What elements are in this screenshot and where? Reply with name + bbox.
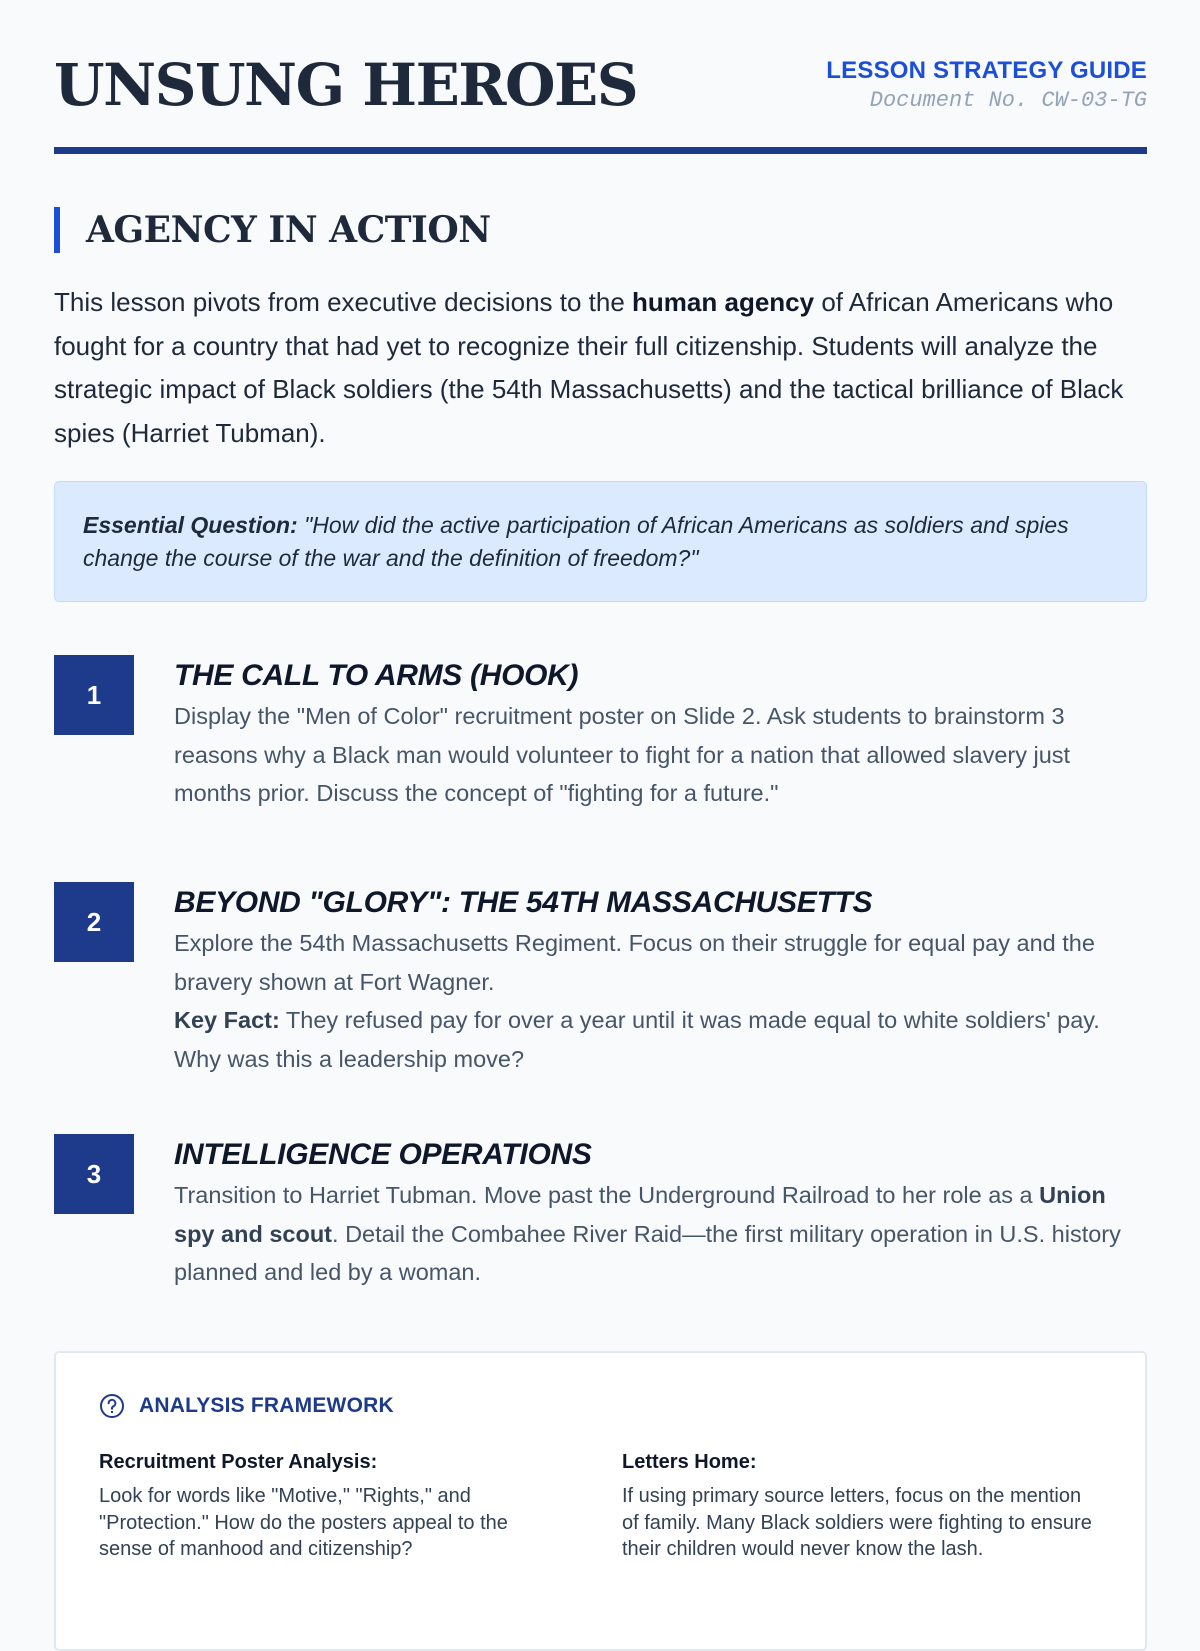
key-fact-label: Key Fact: [174, 1007, 280, 1033]
step-body [174, 655, 1147, 813]
document-number: Document No. CW-03-TG [869, 88, 1147, 113]
framework-column-title: Recruitment Poster Analysis: [99, 1451, 378, 1473]
essential-question [83, 509, 1118, 575]
header-divider [54, 147, 1147, 154]
step-description-end: . Detail the Combahee River Raid—the first military operation in U.S. history planned and led by a woman. [174, 1220, 1121, 1285]
framework-column-title: Letters Home: [622, 1451, 757, 1473]
step-number-badge: 2 [54, 882, 134, 962]
step-description-text: Explore the 54th Massachusetts Regiment. Focus on their struggle for equal pay and the bravery shown at Fort Wagner. [174, 930, 1095, 995]
intro-text-start: This lesson pivots from executive decisions to the [54, 287, 633, 317]
lesson-guide-page [54, 0, 1147, 1560]
step-description-start: Transition to Harriet Tubman. Move past the Underground Railroad to her role as a [174, 1182, 1040, 1208]
page-title: UNSUNG HEROES [54, 51, 638, 119]
essential-question-label: Essential Question: [83, 512, 298, 538]
framework-column-letters [622, 1449, 1102, 1563]
section-heading: AGENCY IN ACTION [54, 207, 491, 253]
document-meta [826, 56, 1147, 116]
framework-header [99, 1393, 394, 1419]
step-number-badge: 1 [54, 655, 134, 735]
question-circle-icon [99, 1393, 125, 1419]
step-number-badge: 3 [54, 1134, 134, 1214]
document-header [54, 0, 1147, 154]
step-title: INTELLIGENCE OPERATIONS [174, 1138, 592, 1171]
step-title: BEYOND "GLORY": THE 54TH MASSACHUSETTS [174, 886, 873, 919]
step-body [174, 1134, 1147, 1292]
framework-column-text: If using primary source letters, focus on the mention of family. Many Black soldiers were fighting to ensure their children would never know the lash. [622, 1485, 1092, 1560]
step-title: THE CALL TO ARMS (HOOK) [174, 659, 579, 692]
framework-column-text: Look for words like "Motive," "Rights," and "Protection." How do the posters appeal to the sense of manhood and citizenship? [99, 1485, 508, 1560]
step-description: Display the "Men of Color" recruitment poster on Slide 2. Ask students to brainstorm 3 reasons why a Black man would volunteer to fight for a nation that allowed slavery just months prior. Discuss the concept of "fighting for a future." [174, 703, 1071, 806]
essential-question-text: "How did the active participation of African Americans as soldiers and spies change the course of the war and the definition of freedom?" [83, 512, 1069, 571]
analysis-framework-card [54, 1351, 1147, 1651]
essential-question-box [54, 481, 1147, 602]
step-description [174, 924, 1147, 1078]
intro-text-end: of African Americans who fought for a country that had yet to recognize their full citizenship. Students will analyze the strategic impact of Black soldiers (the 54th Massachusetts) and the tactical brilliance of Black spies (Harriet Tubman). [54, 287, 1124, 448]
step-description-emphasis: Union spy and scout [174, 1182, 1106, 1247]
guide-label: LESSON STRATEGY GUIDE [826, 57, 1147, 84]
step-body [174, 882, 1147, 1078]
intro-paragraph [54, 281, 1147, 455]
framework-title: ANALYSIS FRAMEWORK [139, 1394, 394, 1417]
step-description [174, 1176, 1147, 1292]
intro-emphasis: human agency [632, 287, 815, 317]
key-fact-text: They refused pay for over a year until it was made equal to white soldiers' pay. Why was this a leadership move? [174, 1007, 1100, 1072]
framework-column-poster [99, 1449, 559, 1563]
